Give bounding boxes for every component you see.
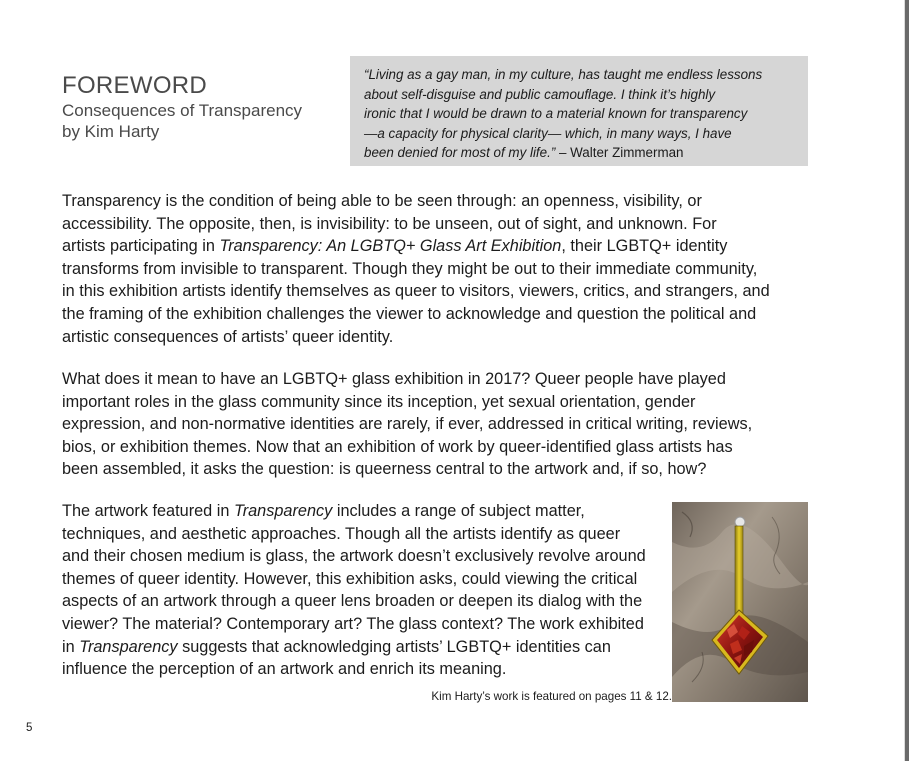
text-line [62, 500, 662, 523]
text-run: The artwork featured in [62, 502, 234, 520]
text-line: been assembled, it asks the question: is queerness central to the artwork and, if so, how? [62, 460, 707, 479]
quote-last-line [364, 143, 796, 163]
quote-line: —a capacity for physical clarity— which, in many ways, I have [364, 125, 732, 141]
text-line: bios, or exhibition themes. Now that an exhibition of work by queer-identified glass artists has [62, 437, 733, 456]
text-line: What does it mean to have an LGBTQ+ glass exhibition in 2017? Queer people have played [62, 370, 726, 388]
pull-quote [350, 56, 808, 166]
text-line: expression, and non-normative identities are rarely, if ever, addressed in critical writing, reviews, [62, 415, 753, 434]
text-line [62, 636, 662, 659]
text-run: artists participating in [62, 237, 220, 256]
glass-pendant-artwork [672, 502, 808, 702]
text-line [62, 235, 822, 258]
quote-line: about self-disguise and public camouflage. I think it’s highly [364, 86, 716, 102]
text-line: artistic consequences of artists’ queer identity. [62, 327, 394, 346]
exhibition-title: Transparency [233, 502, 333, 520]
section-subtitle: Consequences of Transparency [62, 101, 303, 120]
text-line: techniques, and aesthetic approaches. Though all the artists identify as queer [62, 524, 621, 543]
text-line: influence the perception of an artwork and enrich its meaning. [62, 660, 507, 679]
image-caption: Kim Harty’s work is featured on pages 11 & 12. [431, 690, 672, 703]
paragraph-1 [62, 190, 822, 348]
text-run: , their LGBTQ+ identity [561, 237, 728, 256]
quote-line: “Living as a gay man, in my culture, has taught me endless lessons [364, 67, 763, 82]
foreword-heading [62, 72, 302, 142]
text-line: aspects of an artwork through a queer lens broaden or deepen its dialog with the [62, 592, 643, 611]
text-line: important roles in the glass community since its inception, yet sexual orientation, gender [62, 392, 696, 411]
paragraph-2 [62, 368, 822, 481]
text-run: includes a range of subject matter, [332, 502, 585, 520]
text-line: and their chosen medium is glass, the artwork doesn’t exclusively revolve around [62, 547, 646, 566]
quote-line: ironic that I would be drawn to a material known for transparency [364, 106, 748, 122]
page-number: 5 [26, 722, 33, 734]
text-line: in this exhibition artists identify themselves as queer to visitors, viewers, critics, and strangers, and [62, 282, 770, 301]
text-line: the framing of the exhibition challenges the viewer to acknowledge and question the political and [62, 304, 757, 323]
text-line: Transparency is the condition of being able to be seen through: an openness, visibility, or [62, 192, 702, 210]
exhibition-title: Transparency [79, 637, 178, 656]
text-run: suggests that acknowledging artists’ LGBTQ+ identities can [177, 637, 611, 656]
quote-attribution: – Walter Zimmerman [555, 145, 684, 161]
text-line: transforms from invisible to transparent. Though they might be out to their immediate community, [62, 259, 758, 278]
text-run: in [62, 637, 80, 656]
text-line: viewer? The material? Contemporary art? The glass context? The work exhibited [62, 614, 644, 633]
artwork-image [672, 502, 808, 702]
text-line: themes of queer identity. However, this exhibition asks, could viewing the critical [62, 569, 638, 588]
paragraph-3 [62, 500, 662, 681]
page-edge [905, 0, 909, 761]
text-line: accessibility. The opposite, then, is invisibility: to be unseen, out of sight, and unknown. For [62, 214, 717, 233]
exhibition-title: Transparency: An LGBTQ+ Glass Art Exhibition [219, 237, 562, 256]
section-title: FOREWORD [62, 72, 208, 99]
author-byline: by Kim Harty [62, 122, 160, 141]
quote-line: been denied for most of my life.” [364, 145, 556, 161]
